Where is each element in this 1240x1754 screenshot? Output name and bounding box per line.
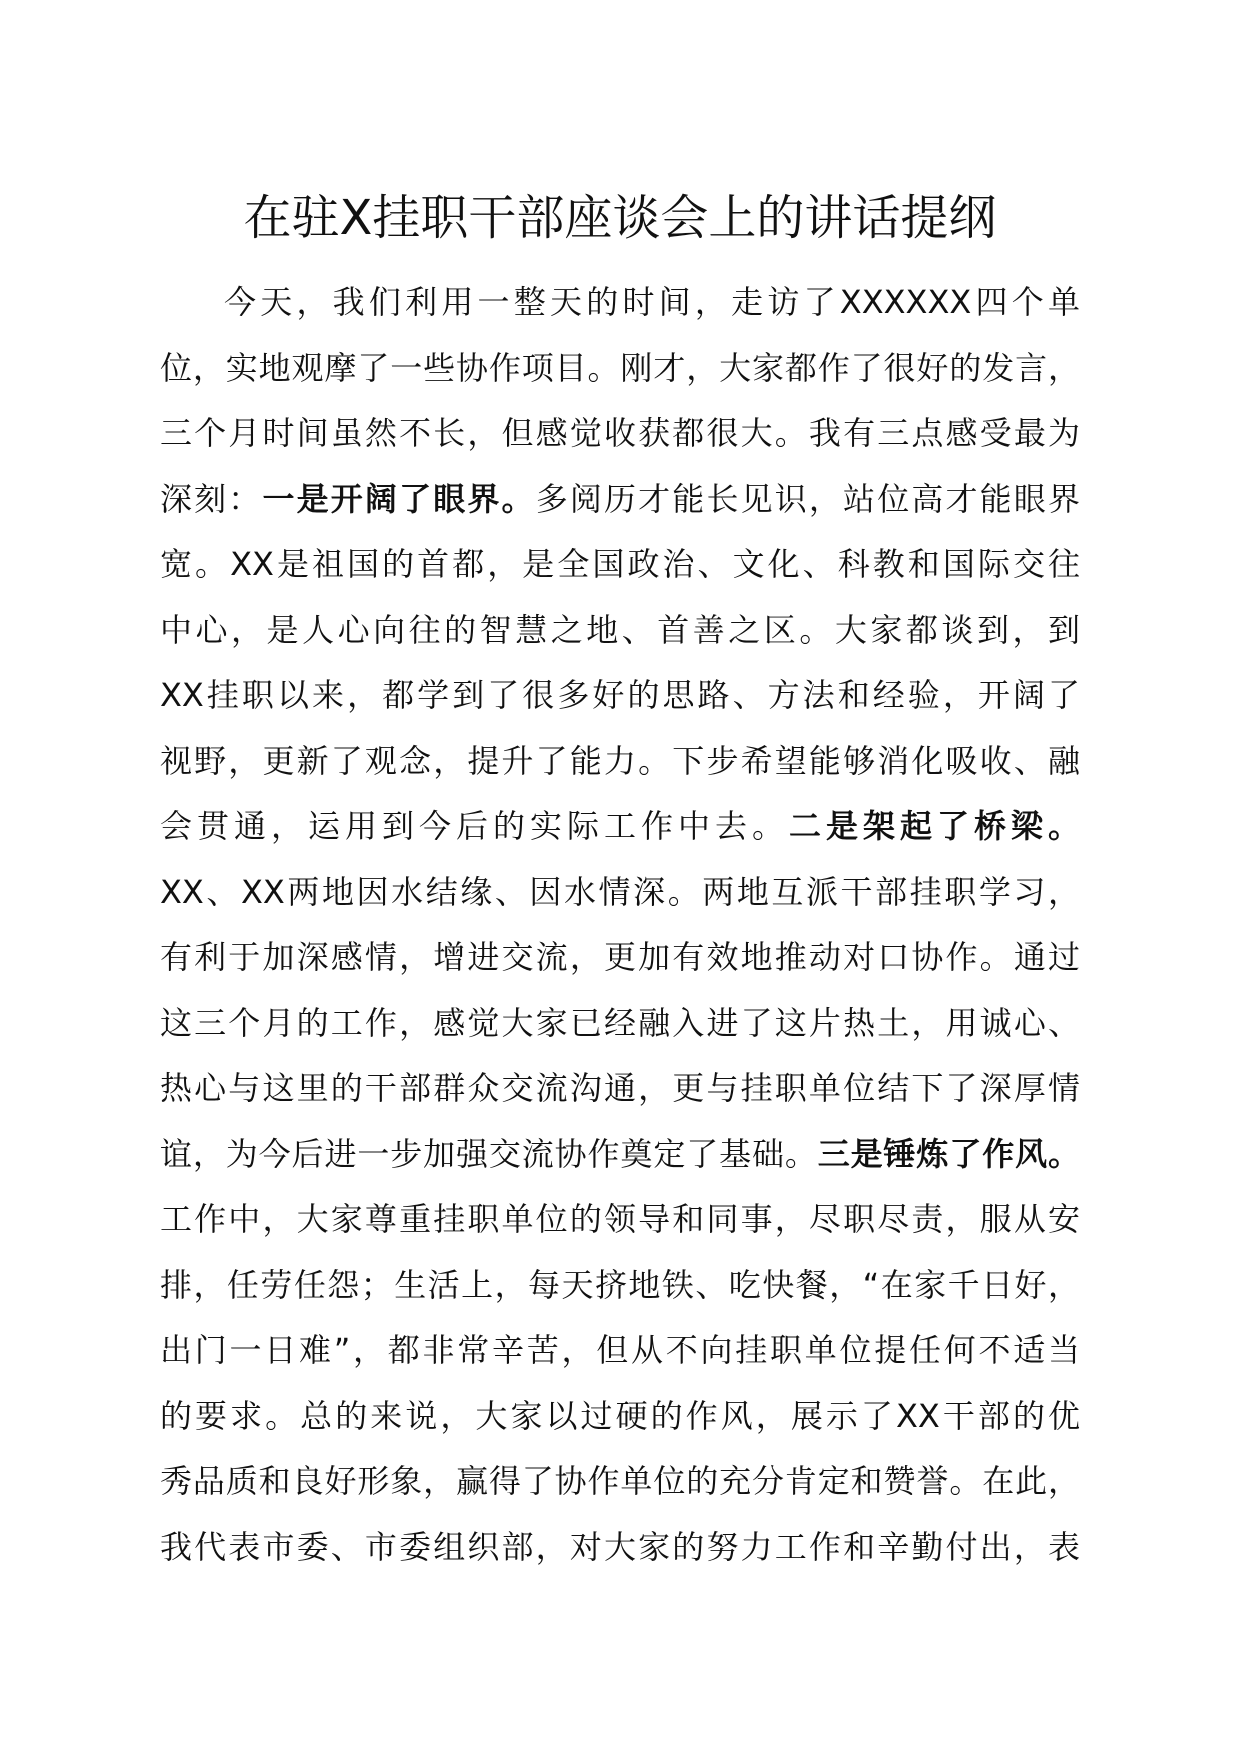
body-line: 中心，是人心向往的智慧之地、首善之区。大家都谈到，到 [160,610,1080,649]
body-line: 今天，我们利用一整天的时间，走访了XXXXXX四个单 [224,283,1080,321]
body-line: 我代表市委、市委组织部，对大家的努力工作和辛勤付出，表 [160,1527,1080,1566]
body-line: 位，实地观摩了一些协作项目。刚才，大家都作了很好的发言， [160,348,1080,387]
body-line: 的要求。总的来说，大家以过硬的作风，展示了XX干部的优 [160,1396,1080,1435]
body-line: 有利于加深感情，增进交流，更加有效地推动对口协作。通过 [160,938,1080,976]
body-line: 深刻：一是开阔了眼界。多阅历才能长见识，站位高才能眼界 [160,479,1080,518]
point-two-heading: 二是架起了桥梁。 [788,807,1080,845]
body-line: XX挂职以来，都学到了很多好的思路、方法和经验，开阔了 [160,676,1080,714]
body-line: 谊，为今后进一步加强交流协作奠定了基础。三是锤炼了作风。 [160,1134,1080,1173]
body-line: 这三个月的工作，感觉大家已经融入进了这片热土，用诚心、 [160,1003,1080,1042]
point-one-heading: 一是开阔了眼界。 [262,479,536,518]
document-title: 在驻X挂职干部座谈会上的讲话提纲 [243,190,997,246]
body-line: 工作中，大家尊重挂职单位的领导和同事，尽职尽责，服从安 [160,1200,1080,1238]
body-line: XX、XX两地因水结缘、因水情深。两地互派干部挂职学习， [160,872,1080,911]
body-line: 宽。XX是祖国的首都，是全国政治、文化、科教和国际交往 [160,545,1080,583]
body-line: 会贯通，运用到今后的实际工作中去。二是架起了桥梁。 [160,807,1080,845]
body-line: 出门一日难”，都非常辛苦，但从不向挂职单位提任何不适当 [160,1331,1080,1369]
body-line: 三个月时间虽然不长，但感觉收获都很大。我有三点感受最为 [160,414,1080,452]
body-line: 排，任劳任怨；生活上，每天挤地铁、吃快餐，“在家千日好， [160,1265,1080,1304]
body-line: 秀品质和良好形象，赢得了协作单位的充分肯定和赞誉。在此， [160,1462,1080,1500]
point-three-heading: 三是锤炼了作风。 [817,1134,1080,1173]
document-body [160,270,1080,1580]
body-line: 视野，更新了观念，提升了能力。下步希望能够消化吸收、融 [160,741,1080,780]
body-line: 热心与这里的干部群众交流沟通，更与挂职单位结下了深厚情 [160,1069,1080,1107]
